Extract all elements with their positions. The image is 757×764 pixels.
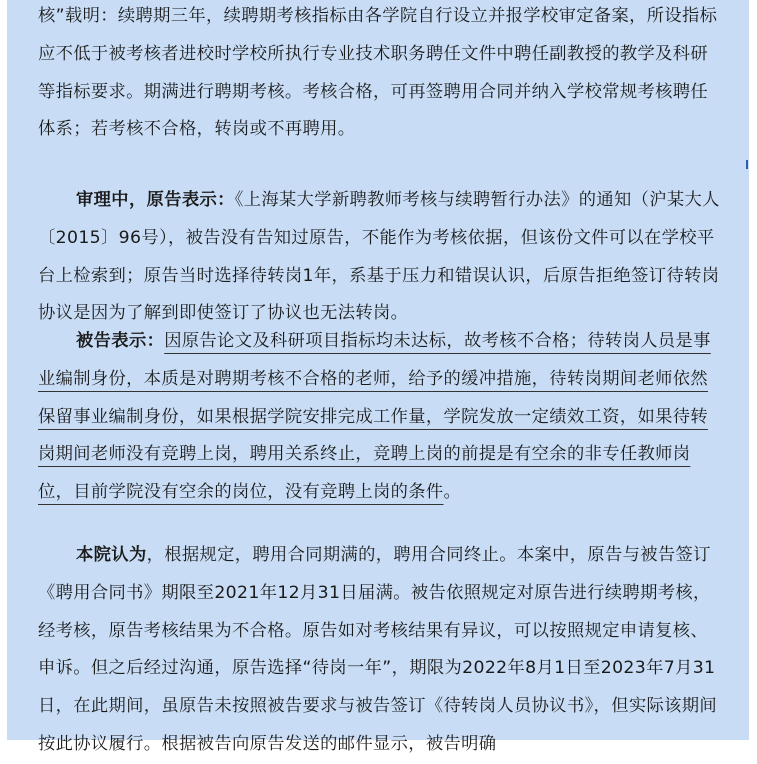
paragraph-plaintiff-statement [38,182,722,333]
underlined-text: 因原告论文及科研项目指标均未达标，故考核不合格；待转岗人员是事业编制身份，本质是对聘期考核不合格的老师，给予的缓冲措施，待转岗期间老师依然保留事业编制身份，如果根据学院安排完成工作量，学院发放一定绩效工资，如果待转岗期间老师没有竞聘上岗，聘用关系终止，竞聘上岗的前提是有空余的非专任教师岗位，目前学院没有空余的岗位，没有竞聘上岗的条件 [38,331,711,503]
paragraph-lead: 审理中，原告表示： [76,190,235,210]
paragraph-lead: 被告表示： [76,331,165,351]
paragraph-court-opinion [38,537,722,764]
scroll-marker [746,160,748,169]
paragraph-text: 核”载明：续聘期三年，续聘期考核指标由各学院自行设立并报学校审定备案，所设指标应不低于被考核者进校时学校所执行专业技术职务聘任文件中聘任副教授的教学及科研等指标要求。期满进行聘期考核。考核合格，可再签聘用合同并纳入学校常规考核聘任体系；若考核不合格，转岗或不再聘用。 [38,6,718,140]
paragraph-lead: 本院认为 [76,545,147,565]
paragraph-text: 《上海某大学新聘教师考核与续聘暂行办法》的通知（沪某大人〔2015〕96号），被告没有告知过原告，不能作为考核依据，但该份文件可以在学校平台上检索到；原告当时选择待转岗1年，系基于压力和错误认识，后原告拒绝签订待转岗协议是因为了解到即使签订了协议也无法转岗。 [38,190,720,324]
document-panel [7,0,749,754]
paragraph-defendant-statement [38,323,722,512]
paragraph-contract-terms [38,0,722,149]
paragraph-tail: 。 [443,482,462,503]
paragraph-text: ，根据规定，聘用合同期满的，聘用合同终止。本案中，原告与被告签订《聘用合同书》期限至2021年12月31日届满。被告依照规定对原告进行续聘期考核，经考核，原告考核结果为不合格。原告如对考核结果有异议，可以按照规定申请复核、申诉。但之后经过沟通，原告选择“待岗一年”，期限为2022年8月1日至2023年7月31日，在此期间，虽原告未按照被告要求与被告签订《待转岗人员协议书》，但实际该期间按此协议履行。根据被告向原告发送的邮件显示，被告明确 [38,545,717,754]
